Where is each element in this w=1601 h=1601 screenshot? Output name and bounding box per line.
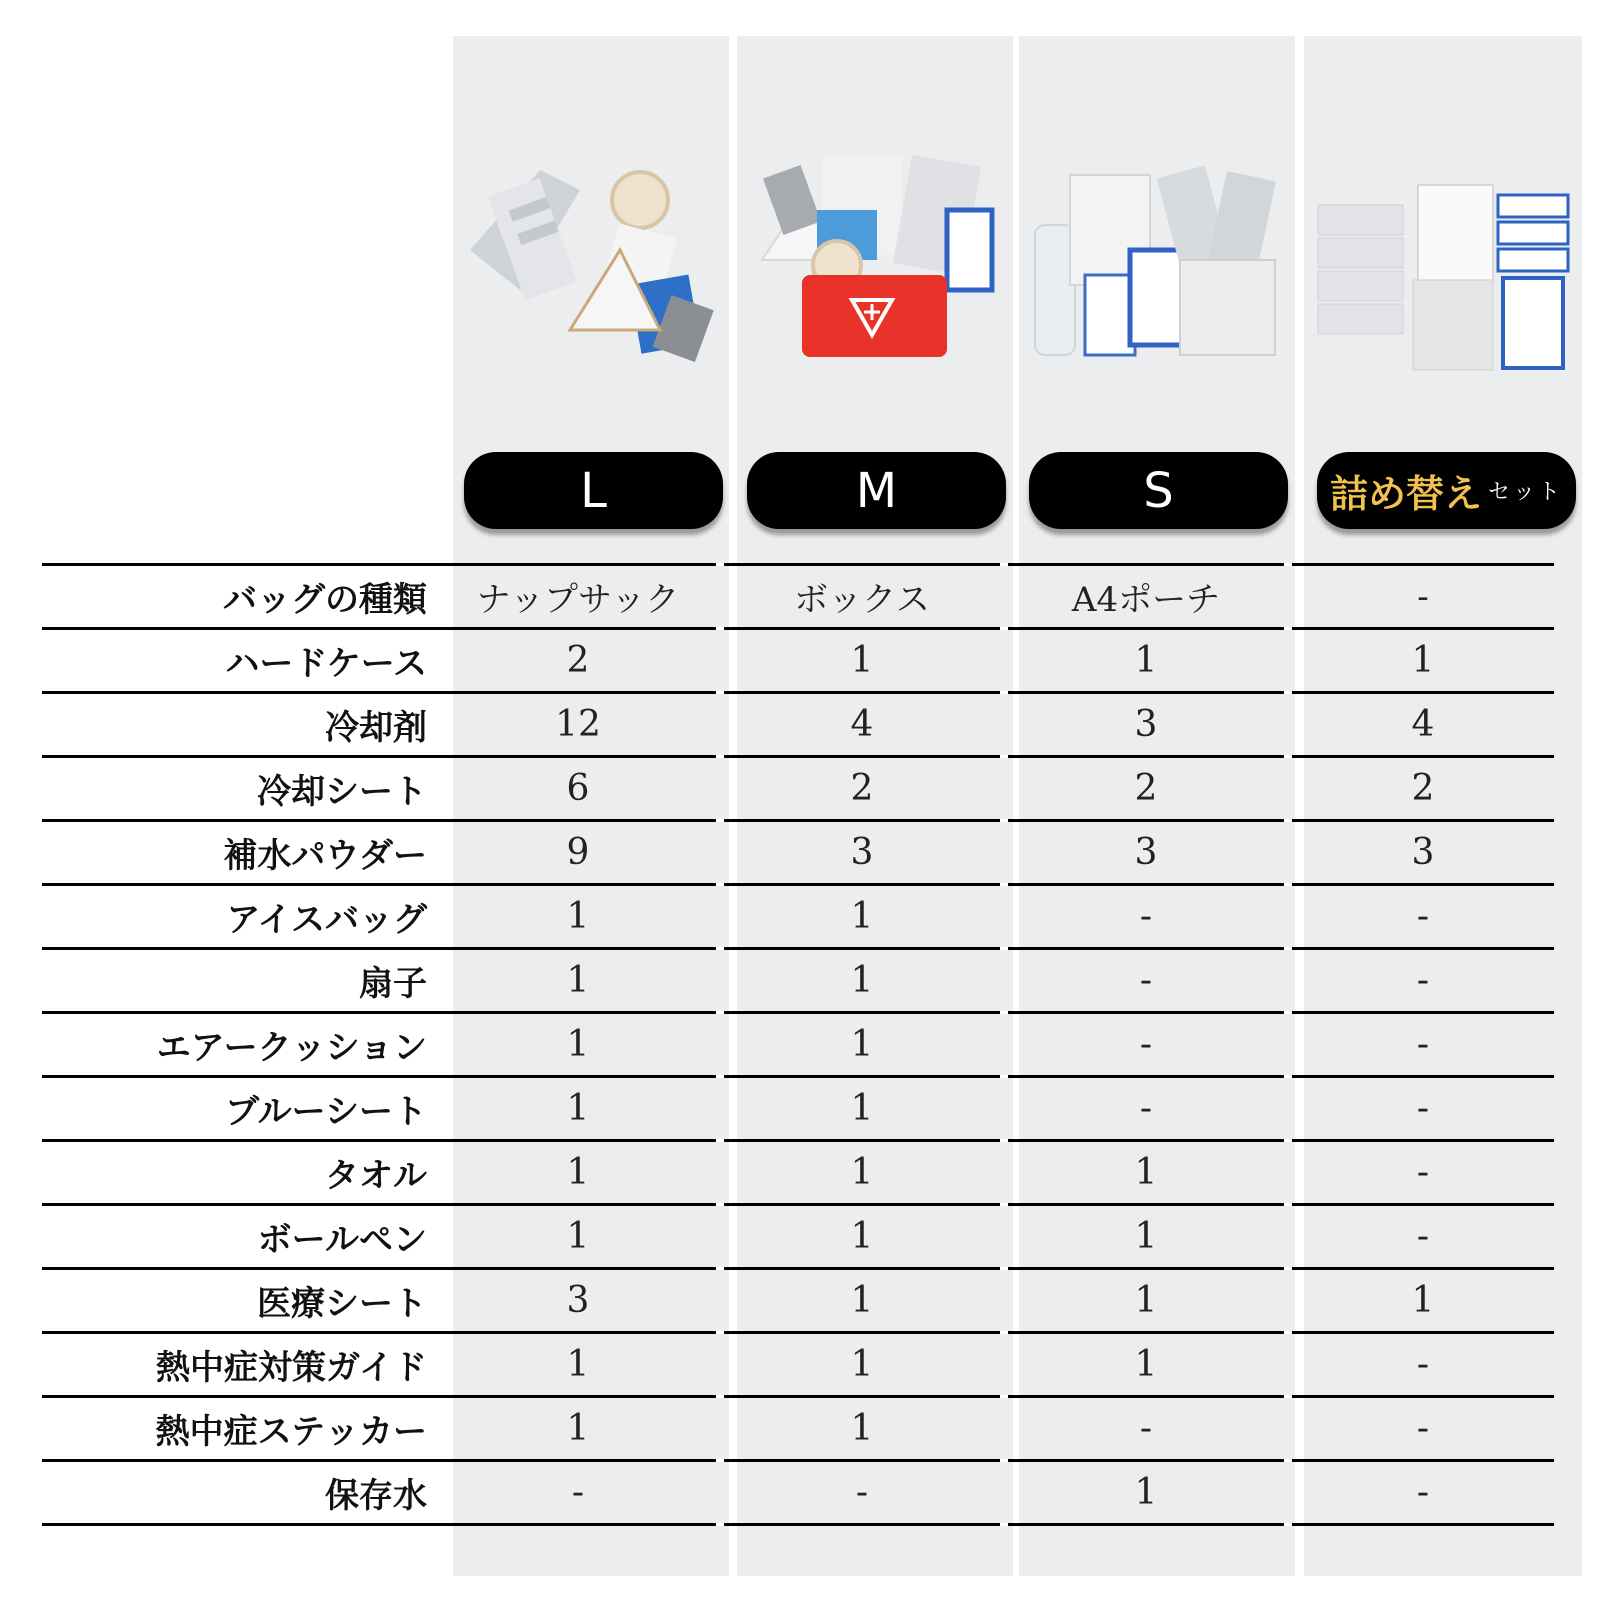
table-cell: 1 <box>440 1013 716 1077</box>
column-gap <box>1000 1397 1008 1461</box>
column-gap <box>1000 821 1008 885</box>
table-cell: - <box>1292 1205 1554 1269</box>
table-cell: - <box>1292 1013 1554 1077</box>
table-row <box>42 821 1554 885</box>
column-gap <box>1000 1141 1008 1205</box>
table-cell: 1 <box>440 885 716 949</box>
column-gap <box>716 1013 724 1077</box>
column-gap <box>716 885 724 949</box>
column-gap <box>1000 885 1008 949</box>
row-label: タオル <box>42 1141 440 1205</box>
table-cell: 1 <box>440 1333 716 1397</box>
column-gap <box>1284 949 1292 1013</box>
table-cell: 1 <box>440 1205 716 1269</box>
table-cell: - <box>1292 565 1554 629</box>
table-cell: 1 <box>724 1269 1000 1333</box>
table-cell: - <box>1292 1461 1554 1525</box>
column-gap <box>716 1397 724 1461</box>
table-cell: 2 <box>1292 757 1554 821</box>
table-row <box>42 1397 1554 1461</box>
size-pill-s <box>1029 452 1288 529</box>
table-cell: 1 <box>724 1141 1000 1205</box>
row-label: 扇子 <box>42 949 440 1013</box>
size-label-suffix: セット <box>1488 480 1564 505</box>
column-gap <box>716 1077 724 1141</box>
row-label: 熱中症ステッカー <box>42 1397 440 1461</box>
table-cell: - <box>1292 885 1554 949</box>
table-cell: A4ポーチ <box>1008 565 1284 629</box>
table-row <box>42 885 1554 949</box>
column-gap <box>1000 1269 1008 1333</box>
table-cell: 1 <box>1008 1333 1284 1397</box>
column-gap <box>1284 629 1292 693</box>
size-label: L <box>580 462 607 519</box>
table-cell: 1 <box>1008 1205 1284 1269</box>
table-row <box>42 1205 1554 1269</box>
column-gap <box>716 821 724 885</box>
table-row <box>42 1013 1554 1077</box>
table-row <box>42 1269 1554 1333</box>
table-cell: 4 <box>1292 693 1554 757</box>
table-cell: - <box>1008 885 1284 949</box>
column-gap <box>1000 629 1008 693</box>
column-gap <box>1000 757 1008 821</box>
column-gap <box>1000 1077 1008 1141</box>
column-gap <box>1284 1333 1292 1397</box>
row-label: 冷却シート <box>42 757 440 821</box>
table-cell: 1 <box>440 1077 716 1141</box>
table-cell: 1 <box>724 1333 1000 1397</box>
row-label: アイスバッグ <box>42 885 440 949</box>
column-gap <box>1000 1205 1008 1269</box>
product-s-image <box>1030 130 1286 380</box>
column-gap <box>716 1205 724 1269</box>
row-label: バッグの種類 <box>42 565 440 629</box>
size-pill-refill <box>1317 452 1576 529</box>
table-cell: - <box>1292 1397 1554 1461</box>
table-cell: - <box>724 1461 1000 1525</box>
column-gap <box>1284 1269 1292 1333</box>
table-row <box>42 1461 1554 1525</box>
table-cell: - <box>1008 949 1284 1013</box>
table-cell: 9 <box>440 821 716 885</box>
column-gap <box>1000 1461 1008 1525</box>
column-gap <box>1284 1205 1292 1269</box>
column-gap <box>716 949 724 1013</box>
table-row <box>42 629 1554 693</box>
column-gap <box>716 693 724 757</box>
table-row <box>42 1333 1554 1397</box>
column-gap <box>1284 1397 1292 1461</box>
table-cell: ナップサック <box>440 565 716 629</box>
row-label: エアークッション <box>42 1013 440 1077</box>
column-gap <box>1000 1013 1008 1077</box>
table-cell: 1 <box>724 1397 1000 1461</box>
table-cell: 6 <box>440 757 716 821</box>
column-gap <box>1284 693 1292 757</box>
table-cell: 1 <box>1292 629 1554 693</box>
column-gap <box>716 629 724 693</box>
comparison-table <box>42 563 1554 1526</box>
row-label: ブルーシート <box>42 1077 440 1141</box>
table-cell: 1 <box>1008 1141 1284 1205</box>
product-l-image <box>460 130 722 380</box>
table-cell: 1 <box>440 1397 716 1461</box>
table-cell: 1 <box>724 885 1000 949</box>
table-cell: 2 <box>1008 757 1284 821</box>
table-cell: 1 <box>1008 1269 1284 1333</box>
table-cell: 3 <box>1008 821 1284 885</box>
row-label: ハードケース <box>42 629 440 693</box>
table-row <box>42 565 1554 629</box>
column-gap <box>1284 1013 1292 1077</box>
column-gap <box>1000 949 1008 1013</box>
table-cell: 3 <box>1008 693 1284 757</box>
table-cell: 1 <box>724 949 1000 1013</box>
row-label: 補水パウダー <box>42 821 440 885</box>
column-gap <box>716 757 724 821</box>
table-cell: 4 <box>724 693 1000 757</box>
table-cell: 3 <box>1292 821 1554 885</box>
table-cell: 3 <box>724 821 1000 885</box>
table-cell: 1 <box>440 949 716 1013</box>
table-cell: 1 <box>440 1141 716 1205</box>
table-cell: - <box>1292 1141 1554 1205</box>
column-gap <box>716 1141 724 1205</box>
column-gap <box>1284 1141 1292 1205</box>
table-cell: 1 <box>724 1013 1000 1077</box>
column-gap <box>1000 693 1008 757</box>
table-cell: - <box>1008 1077 1284 1141</box>
table-cell: 1 <box>724 1077 1000 1141</box>
size-pill-m <box>747 452 1006 529</box>
table-cell: 3 <box>440 1269 716 1333</box>
table-cell: - <box>1008 1013 1284 1077</box>
table-cell: 1 <box>724 1205 1000 1269</box>
table-row <box>42 757 1554 821</box>
size-label: 詰め替え <box>1329 472 1482 516</box>
size-label: S <box>1143 462 1174 519</box>
row-label: 熱中症対策ガイド <box>42 1333 440 1397</box>
column-gap <box>1000 565 1008 629</box>
column-gap <box>1284 757 1292 821</box>
table-cell: - <box>1292 1333 1554 1397</box>
table-cell: - <box>1292 1077 1554 1141</box>
size-label: M <box>855 462 898 519</box>
row-label: 医療シート <box>42 1269 440 1333</box>
table-cell: 1 <box>1292 1269 1554 1333</box>
table-cell: 12 <box>440 693 716 757</box>
table-cell: 2 <box>724 757 1000 821</box>
size-pill-l <box>464 452 723 529</box>
table-row <box>42 949 1554 1013</box>
column-gap <box>1000 1333 1008 1397</box>
column-gap <box>716 1461 724 1525</box>
column-gap <box>1284 821 1292 885</box>
table-row <box>42 1141 1554 1205</box>
table-cell: 1 <box>724 629 1000 693</box>
column-gap <box>1284 885 1292 949</box>
table-cell: ボックス <box>724 565 1000 629</box>
table-cell: - <box>1008 1397 1284 1461</box>
product-refill-image <box>1313 130 1575 380</box>
column-gap <box>716 1269 724 1333</box>
column-gap <box>716 565 724 629</box>
column-gap <box>1284 565 1292 629</box>
column-gap <box>1284 1461 1292 1525</box>
table-cell: 1 <box>1008 1461 1284 1525</box>
table-cell: 2 <box>440 629 716 693</box>
row-label: 冷却剤 <box>42 693 440 757</box>
product-m-image <box>742 130 1008 380</box>
table-cell: - <box>1292 949 1554 1013</box>
row-label: 保存水 <box>42 1461 440 1525</box>
table-row <box>42 693 1554 757</box>
column-gap <box>1284 1077 1292 1141</box>
row-label: ボールペン <box>42 1205 440 1269</box>
table-row <box>42 1077 1554 1141</box>
table-cell: - <box>440 1461 716 1525</box>
table-cell: 1 <box>1008 629 1284 693</box>
column-gap <box>716 1333 724 1397</box>
